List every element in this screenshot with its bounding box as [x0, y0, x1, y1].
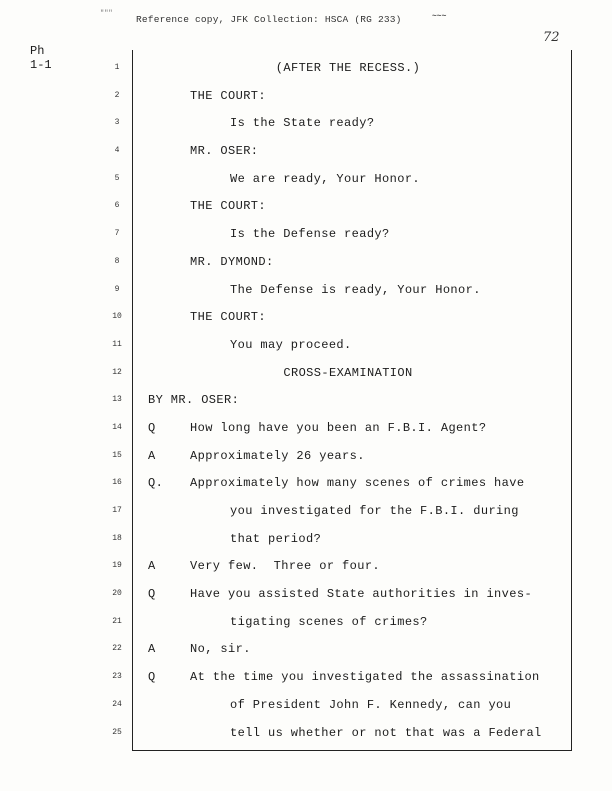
line-number: 17: [112, 506, 122, 515]
continuation-text: that period?: [230, 531, 322, 546]
qa-line: [148, 669, 568, 697]
qa-text: How long have you been an F.B.I. Agent?: [190, 420, 487, 435]
line-number: 23: [112, 672, 122, 682]
redaction-mark: ~~~: [432, 12, 447, 21]
qa-line: [148, 641, 568, 669]
side-code-line: Ph: [30, 44, 45, 58]
line-number: 10: [112, 312, 122, 322]
speaker-label: MR. DYMOND:: [190, 254, 274, 269]
line-number: 20: [112, 589, 122, 599]
line-number: 21: [112, 616, 122, 626]
qa-line: [148, 586, 568, 614]
speaker-label: MR. OSER:: [190, 144, 259, 159]
continuation-text: tigating scenes of crimes?: [230, 614, 428, 629]
line-number: 4: [114, 146, 120, 156]
side-code: [30, 44, 52, 72]
line-number: 18: [112, 533, 122, 543]
page-number: 72: [543, 30, 560, 45]
speech-text: Is the Defense ready?: [230, 227, 390, 242]
line-number: 15: [112, 450, 122, 460]
continuation-text: you investigated for the F.B.I. during: [230, 504, 519, 518]
continuation-text: tell us whether or not that was a Federal: [230, 725, 542, 740]
line-number: 6: [114, 201, 120, 211]
qa-line: [148, 475, 568, 503]
speech-text: Is the State ready?: [230, 116, 375, 131]
stamp-mark: """: [100, 10, 113, 18]
section-heading: CROSS-EXAMINATION: [283, 365, 413, 380]
qa-tag: Q.: [148, 476, 164, 491]
qa-tag: Q: [148, 420, 156, 435]
speech-text: The Defense is ready, Your Honor.: [230, 282, 481, 297]
line-number: 22: [112, 644, 122, 654]
line-number: 16: [112, 478, 122, 488]
line-number: 19: [112, 561, 122, 571]
speaker-label: THE COURT:: [190, 310, 267, 325]
line-number: 1: [114, 63, 120, 72]
line-number: 14: [112, 422, 122, 432]
speech-text: We are ready, Your Honor.: [230, 171, 421, 186]
section-heading: (AFTER THE RECESS.): [275, 61, 421, 75]
speech-text: You may proceed.: [230, 337, 352, 352]
qa-tag: A: [148, 642, 156, 657]
line-number: 11: [112, 339, 122, 349]
line-number: 3: [114, 118, 120, 128]
speaker-label: THE COURT:: [190, 199, 267, 214]
qa-text: No, sir.: [190, 642, 251, 657]
qa-text: Approximately 26 years.: [190, 448, 365, 463]
examiner-label: BY MR. OSER:: [148, 393, 240, 408]
line-number: 5: [114, 173, 120, 183]
line-number: 12: [112, 367, 122, 377]
continuation-text: of President John F. Kennedy, can you: [230, 697, 512, 712]
line-number: 24: [112, 699, 122, 709]
qa-tag: Q: [148, 587, 156, 602]
line-number: 9: [114, 284, 120, 294]
reference-header: Reference copy, JFK Collection: HSCA (RG 233): [136, 14, 402, 25]
qa-tag: A: [148, 559, 156, 574]
qa-tag: A: [148, 448, 156, 463]
line-number: 7: [114, 229, 120, 239]
side-code-line: 1-1: [30, 58, 52, 72]
line-numbers: [108, 62, 126, 754]
line-number: 13: [112, 395, 122, 405]
transcript-body: [148, 60, 568, 752]
qa-line: [148, 448, 568, 476]
line-number: 2: [114, 90, 120, 100]
qa-text: Have you assisted State authorities in inves-: [190, 587, 533, 602]
line-number: 8: [114, 256, 120, 266]
qa-line: [148, 558, 568, 586]
speaker-label: THE COURT:: [190, 88, 267, 103]
qa-line: [148, 420, 568, 448]
qa-text: Approximately how many scenes of crimes have: [190, 476, 525, 491]
qa-text: Very few. Three or four.: [190, 559, 381, 574]
qa-tag: Q: [148, 670, 156, 685]
qa-text: At the time you investigated the assassination: [190, 670, 540, 685]
line-number: 25: [112, 727, 122, 737]
